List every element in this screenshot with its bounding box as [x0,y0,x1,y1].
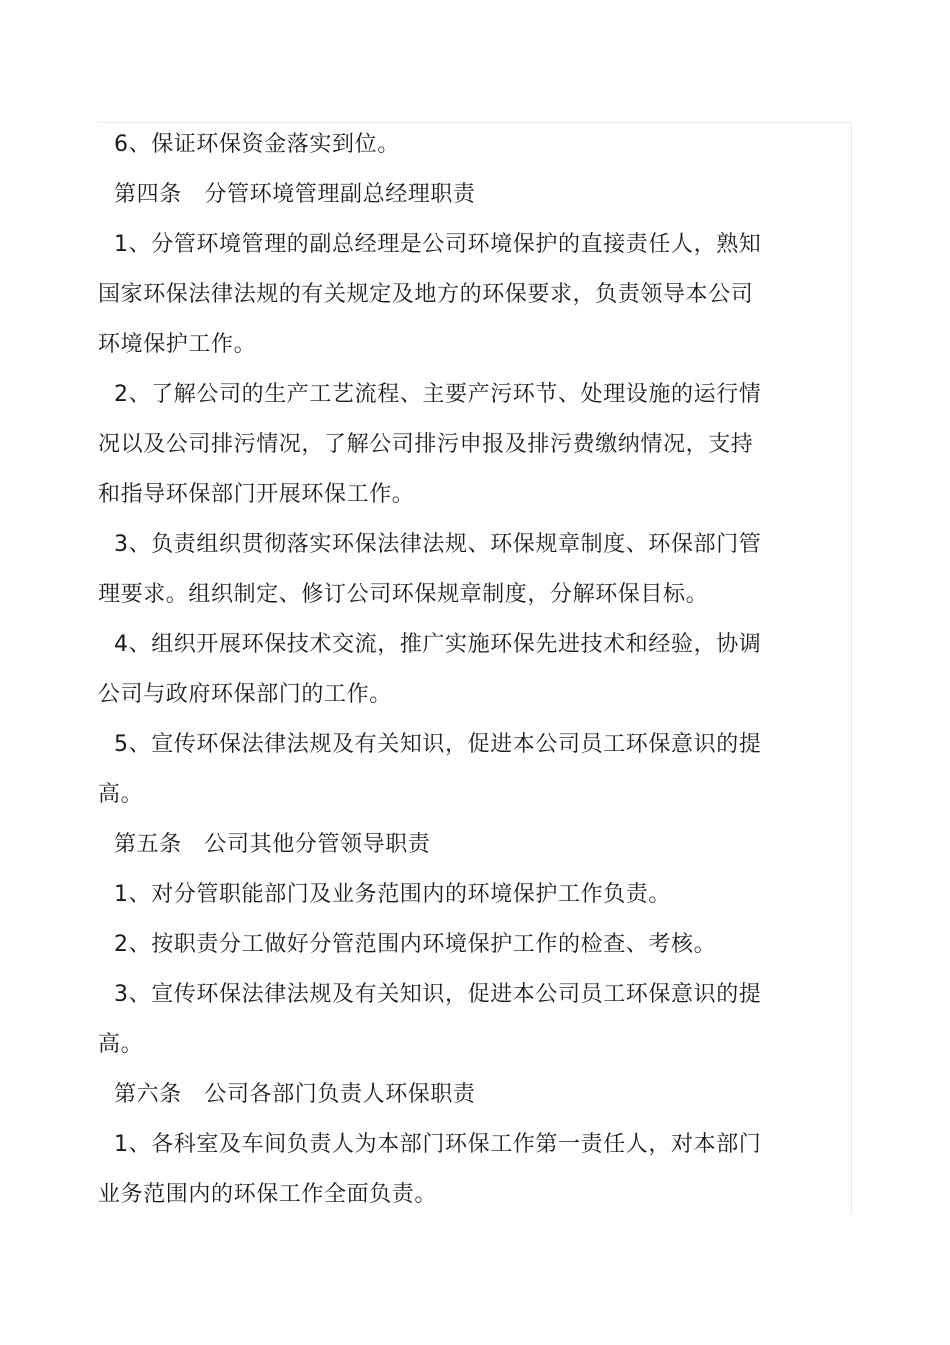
text-line: 环境保护工作。 [98,332,257,357]
section-heading: 第四条 分管环境管理副总经理职责 [114,182,476,207]
text-line: 5、宣传环保法律法规及有关知识，促进本公司员工环保意识的提 [114,732,762,757]
text-line: 1、各科室及车间负责人为本部门环保工作第一责任人，对本部门 [114,1132,762,1157]
text-line: 高。 [98,782,144,807]
text-line: 况以及公司排污情况，了解公司排污申报及排污费缴纳情况，支持 [98,432,754,457]
text-line: 6、保证环保资金落实到位。 [114,132,400,157]
document-body [98,120,788,1220]
text-line: 2、按职责分工做好分管范围内环境保护工作的检查、考核。 [114,932,717,957]
text-line: 3、负责组织贯彻落实环保法律法规、环保规章制度、环保部门管 [114,532,762,557]
text-line: 2、了解公司的生产工艺流程、主要产污环节、处理设施的运行情 [114,382,762,407]
section-heading: 第六条 公司各部门负责人环保职责 [114,1082,476,1107]
text-line: 业务范围内的环保工作全面负责。 [98,1182,438,1207]
page-border-right [851,122,852,1214]
text-line: 1、对分管职能部门及业务范围内的环境保护工作负责。 [114,882,671,907]
text-line: 公司与政府环保部门的工作。 [98,682,392,707]
text-line: 4、组织开展环保技术交流，推广实施环保先进技术和经验，协调 [114,632,762,657]
text-line: 国家环保法律法规的有关规定及地方的环保要求，负责领导本公司 [98,282,754,307]
text-line: 1、分管环境管理的副总经理是公司环境保护的直接责任人，熟知 [114,232,762,257]
text-line: 高。 [98,1032,144,1057]
text-line: 和指导环保部门开展环保工作。 [98,482,415,507]
text-line: 理要求。组织制定、修订公司环保规章制度，分解环保目标。 [98,582,709,607]
section-heading: 第五条 公司其他分管领导职责 [114,832,431,857]
text-line: 3、宣传环保法律法规及有关知识，促进本公司员工环保意识的提 [114,982,762,1007]
